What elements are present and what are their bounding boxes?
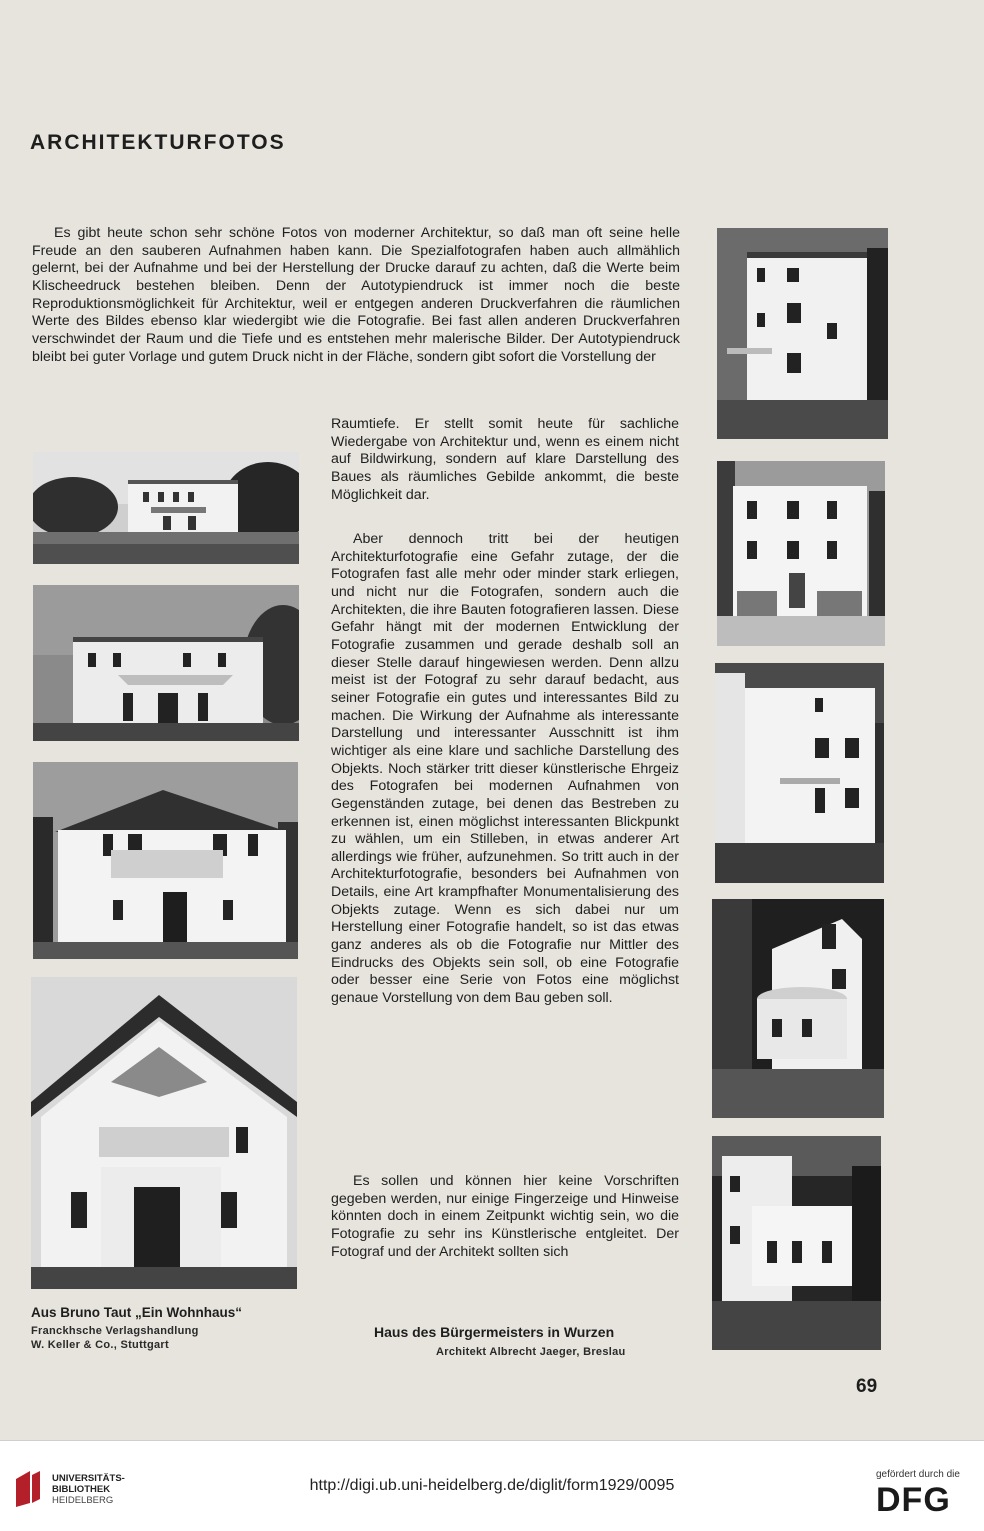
house-photo bbox=[712, 899, 884, 1118]
body-paragraph: Raumtiefe. Er stellt somit heute für sachliche Wiedergabe von Architektur und, wenn es einem nicht auf Bildwirkung, sondern auf klare Darstellung des Baues als räumliches Gebilde ankommt, die beste Möglichkeit dar. bbox=[331, 416, 679, 503]
page-title: ARCHITEKTURFOTOS bbox=[30, 131, 286, 154]
footer-bar bbox=[0, 1440, 984, 1531]
body-paragraph: Aber dennoch tritt bei der heutigen Architekturfotografie eine Gefahr zutage, der die Fotografen fast alle mehr oder minder stark erliegen, und nicht nur die Fotografen, sondern auch die Architekten, die ihre Bauten fotografieren lassen. Diese Gefahr hängt mit der modernen Entwicklung der Fotografie zusammen und gerade deshalb soll an dieser Stelle darauf hingewiesen werden. Denn allzu meist ist der Fotograf zu sehr darauf bedacht, aus seiner Fotografie ein gutes und interessantes Bild zu machen. Die Wirkung der Aufnahme als interessante Darstellung und interessanter Ausschnitt ist ihm wichtiger als eine klare und sachliche Darstellung des Objekts. Noch stärker tritt dieser künstlerische Ehrgeiz des Fotografen bei modernen Aufnahmen von Gegenständen zutage, bei denen das Bestreben zu erkennen ist, einen möglichst interessanten Blickpunkt zu wählen, um ein Stilleben, in etwas anderer Art allerdings wie früher, aufzunehmen. So tritt auch in der Architekturfotografie, besonders bei Aufnahmen von Details, eine Art krampfhafter Monumentalisierung des Objekts zutage. Wenn es sich dabei nur um Herstellung einer Fotografie handelt, so ist das etwas ganz anderes als ob die Fotografie nur Mittler des Eindrucks des Objekts sein soll, ob eine Fotografie oder besser eine Serie von Fotos eine möglichst genaue Vorstellung von dem Bau geben soll. bbox=[331, 531, 679, 1007]
caption-title: Haus des Bürgermeisters in Wurzen bbox=[374, 1324, 615, 1340]
body-paragraph: Es sollen und können hier keine Vorschriften gegeben werden, nur einige Fingerzeige und Hinweise könnten doch in einem Zeitpunkt wichtig sein, wo die Fotografie zu sehr ins Künstlerische entgleitet. Der Fotograf und der Architekt sollten sich bbox=[331, 1173, 679, 1260]
funded-by-label: gefördert durch die bbox=[876, 1469, 960, 1480]
house-photo bbox=[33, 452, 299, 564]
caption-line: W. Keller & Co., Stuttgart bbox=[31, 1339, 169, 1351]
house-photo bbox=[31, 977, 297, 1289]
page-number: 69 bbox=[856, 1376, 878, 1397]
house-photo bbox=[33, 585, 299, 741]
house-photo bbox=[717, 461, 885, 646]
dfg-logo: DFG bbox=[876, 1481, 951, 1519]
document-url[interactable]: http://digi.ub.uni-heidelberg.de/diglit/form1929/0095 bbox=[309, 1477, 675, 1494]
house-photo bbox=[712, 1136, 881, 1350]
caption-line: Franckhsche Verlagshandlung bbox=[31, 1325, 199, 1337]
caption-title: Aus Bruno Taut „Ein Wohnhaus“ bbox=[31, 1305, 242, 1320]
house-photo bbox=[715, 663, 884, 883]
body-paragraph: Es gibt heute schon sehr schöne Fotos von moderner Architektur, so daß man oft seine helle Freude an den sauberen Aufnahmen haben kann. Die Spezialfotografen haben auch allmählich gelernt, bei der Aufnahme und bei der Herstellung der Drucke darauf zu achten, daß die Werte beim Klischeedruck bestehen bleiben. Denn der Autotypiendruck ist immer noch die beste Reproduktionsmöglichkeit für Architektur, weil er entgegen anderen Druckverfahren die räumlichen Werte des Bildes ebenso klar wiedergibt wie die Fotografie. Bei fast allen anderen Druckverfahren verschwindet der Raum und die Tiefe und es entstehen mehr malerische Bilder. Der Autotypiendruck bleibt bei guter Vorlage und gutem Druck nicht in der Fläche, sondern gibt sofort die Vorstellung der bbox=[32, 225, 680, 365]
house-photo bbox=[33, 762, 298, 959]
caption-line: Architekt Albrecht Jaeger, Breslau bbox=[436, 1346, 626, 1358]
house-photo bbox=[717, 228, 888, 439]
university-name: UNIVERSITÄTS- BIBLIOTHEK HEIDELBERG bbox=[52, 1473, 125, 1506]
